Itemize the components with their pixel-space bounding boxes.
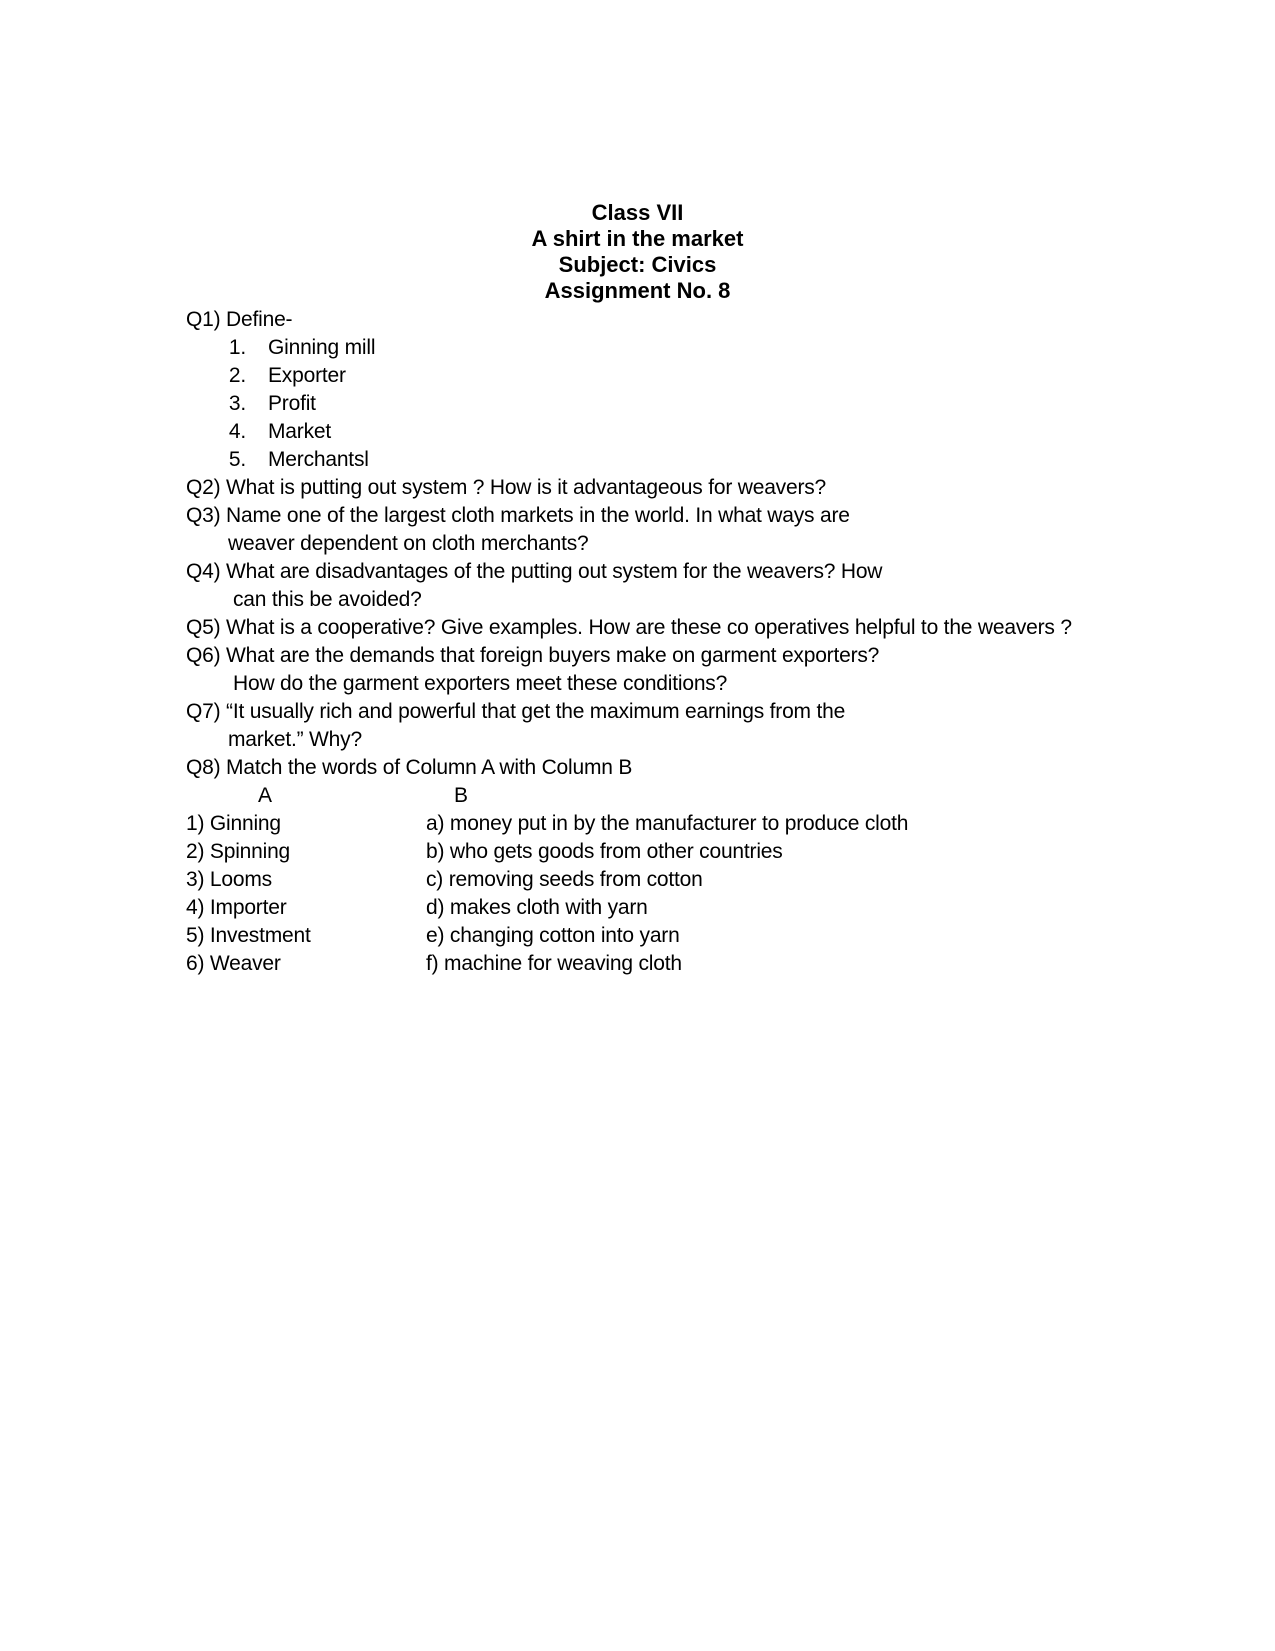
q7-line2: market.” Why? <box>228 728 362 751</box>
match-row <box>186 894 1196 922</box>
q3-line1: Q3) Name one of the largest cloth markets in the world. In what ways are <box>186 504 850 527</box>
match-definition: e) changing cotton into yarn <box>426 924 680 947</box>
q1-list-item: 3. Profit <box>228 392 316 415</box>
match-row <box>186 838 1196 866</box>
match-row <box>186 810 1196 838</box>
match-row <box>186 866 1196 894</box>
subject-title: Subject: Civics <box>558 252 717 277</box>
q4-line2: can this be avoided? <box>233 588 422 611</box>
match-term: 2) Spinning <box>186 840 291 863</box>
match-term: 3) Looms <box>186 868 272 891</box>
q1-list-item: 1. Ginning mill <box>228 336 376 359</box>
match-term: 6) Weaver <box>186 952 281 975</box>
q5-text: Q5) What is a cooperative? Give examples. How are these co operatives helpful to the weavers ? <box>186 616 1072 639</box>
chapter-title: A shirt in the market <box>531 226 744 251</box>
match-definition: d) makes cloth with yarn <box>426 896 648 919</box>
q1-list-item: 5. Merchantsl <box>228 448 369 471</box>
q3-line2: weaver dependent on cloth merchants? <box>228 532 589 555</box>
q6-line2: How do the garment exporters meet these conditions? <box>233 672 728 695</box>
q1-list-item: 2. Exporter <box>228 364 346 387</box>
match-column-headers <box>186 782 1196 810</box>
q1-list-item: 4. Market <box>228 420 331 443</box>
q4-line1: Q4) What are disadvantages of the putting out system for the weavers? How <box>186 560 883 583</box>
q6-line1: Q6) What are the demands that foreign buyers make on garment exporters? <box>186 644 880 667</box>
match-term: 5) Investment <box>186 924 311 947</box>
class-title: Class VII <box>591 200 684 225</box>
q1-list <box>186 334 1196 474</box>
assignment-title: Assignment No. 8 <box>544 278 731 303</box>
q2-text: Q2) What is putting out system ? How is it advantageous for weavers? <box>186 476 827 499</box>
questions-body <box>186 306 1196 978</box>
q7-line1: Q7) “It usually rich and powerful that get the maximum earnings from the <box>186 700 846 723</box>
match-definition: f) machine for weaving cloth <box>426 952 682 975</box>
match-definition: b) who gets goods from other countries <box>426 840 783 863</box>
q1-label: Q1) Define- <box>186 308 293 331</box>
match-definition: a) money put in by the manufacturer to produce cloth <box>426 812 909 835</box>
document-header <box>0 200 1275 304</box>
match-row <box>186 922 1196 950</box>
q8-label: Q8) Match the words of Column A with Column B <box>186 756 633 779</box>
column-b-header: B <box>454 784 468 807</box>
match-term: 4) Importer <box>186 896 287 919</box>
match-row <box>186 950 1196 978</box>
column-a-header: A <box>258 784 272 807</box>
match-term: 1) Ginning <box>186 812 281 835</box>
match-definition: c) removing seeds from cotton <box>426 868 703 891</box>
